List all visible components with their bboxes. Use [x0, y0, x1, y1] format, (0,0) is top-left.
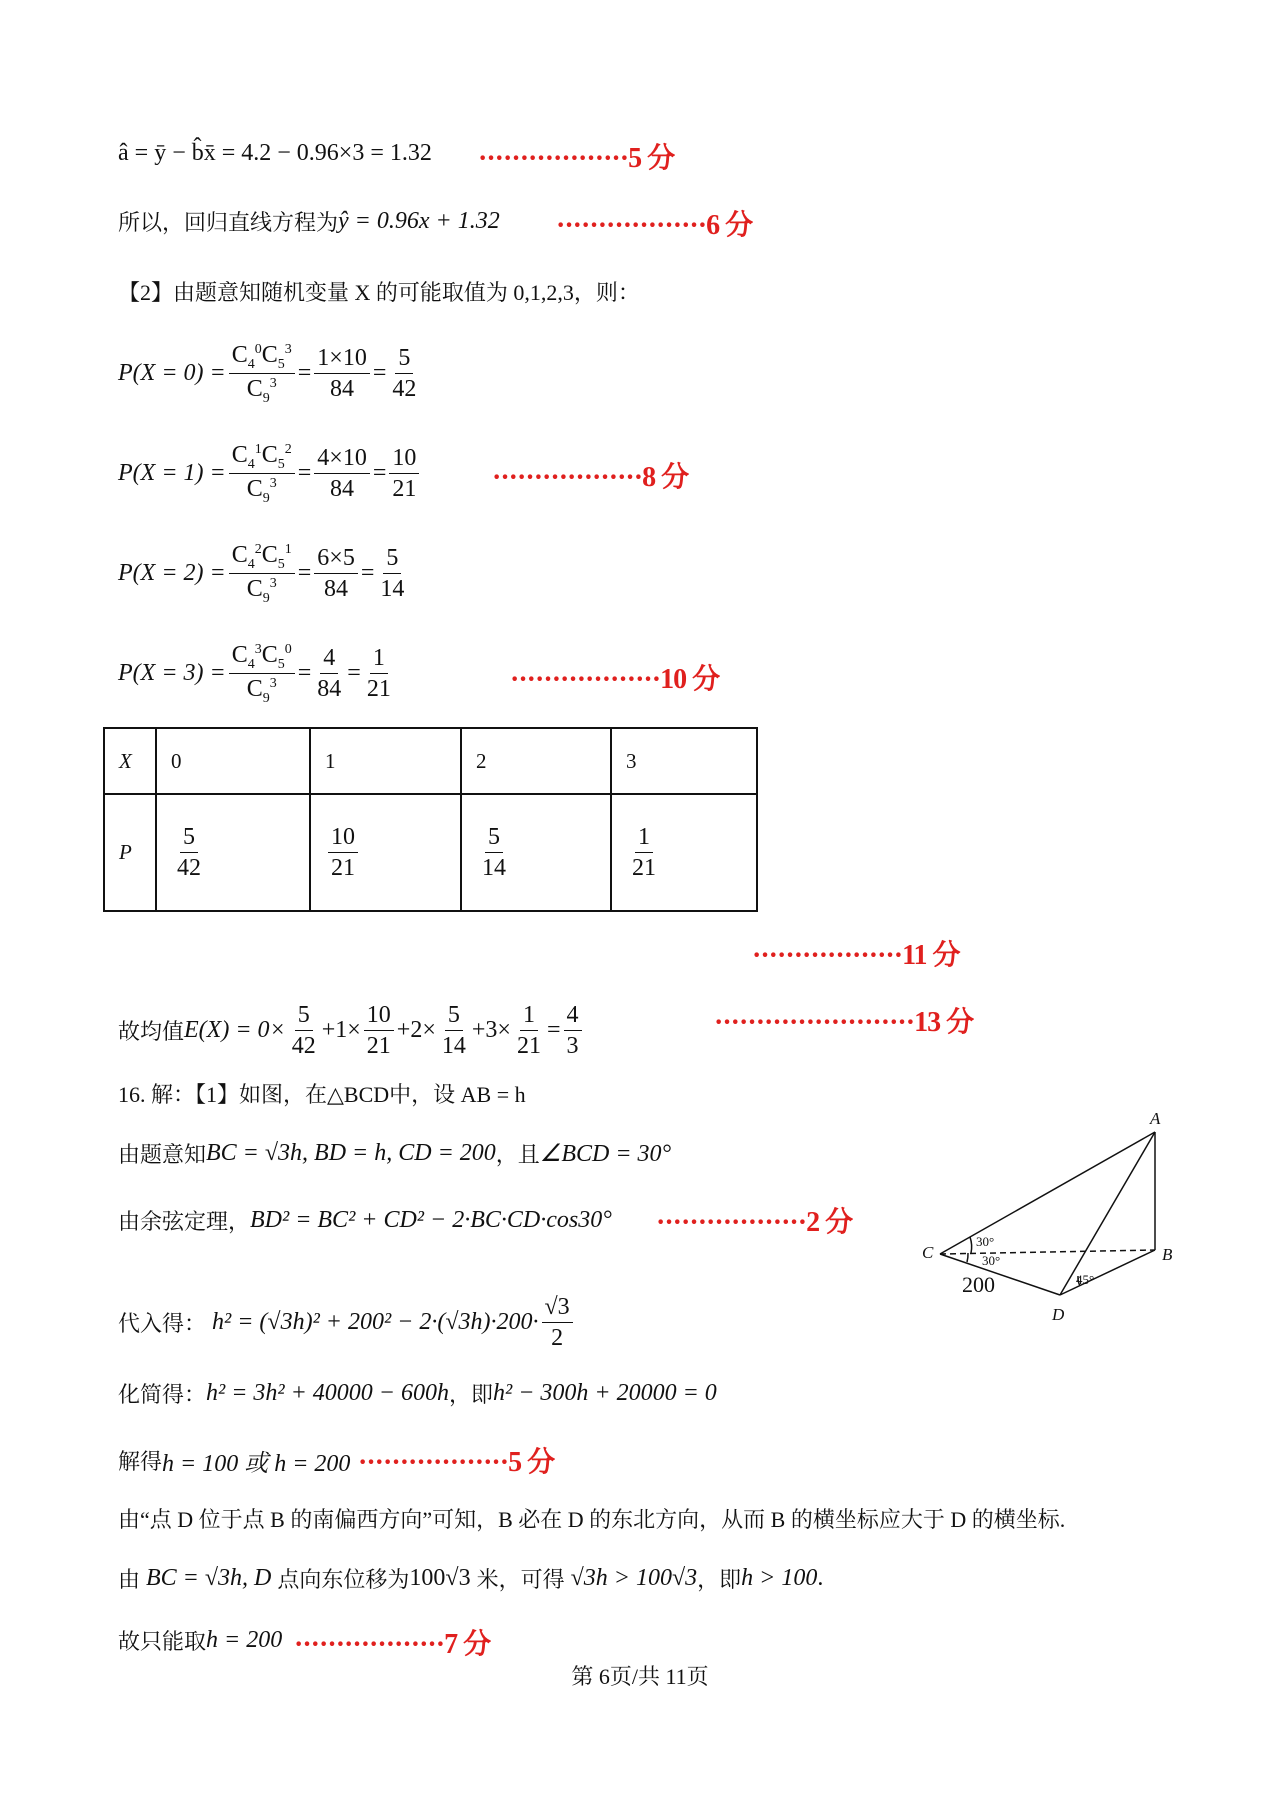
table-cell: P — [104, 794, 156, 911]
line-direction — [118, 1503, 1065, 1534]
p3-frac2: $\frac{1}{21}$ — [366, 645, 391, 703]
p0-lhs: P(X = 0) = — [118, 360, 226, 387]
line-substitute: 代入得： h² = (√3h)² + 200² − 2·(√3h)·200· $\frac{√3}{2}$ — [118, 1292, 576, 1353]
p1-frac1: $\frac{4\times 10}{84}$ — [314, 443, 370, 504]
line-db — [1060, 1250, 1155, 1295]
table-cell: 0 — [156, 728, 310, 794]
p1-comb-frac: $\frac{C_4^1C_5^2}{C_9^3}$ — [229, 440, 295, 508]
expectation-lhs: E(X) = 0× — [184, 1017, 286, 1043]
line-ca — [940, 1132, 1155, 1254]
p3-lhs: P(X = 3) = — [118, 660, 226, 687]
p3-comb-frac: $\frac{C_4^3C_5^0}{C_9^3}$ — [229, 640, 295, 708]
bc-text1: 由 — [118, 1567, 141, 1592]
score-8: ··················8 分 — [492, 462, 689, 493]
line-given — [118, 1138, 671, 1169]
line-p3: P(X = 3) = $\frac{C_4^3C_5^0}{C_9^3}$ = $\frac{4}{84}$ = $\frac{1}{21}$ — [118, 640, 397, 708]
line-final — [118, 1625, 282, 1656]
direction-text: 由“点 D 位于点 B 的南偏西方向”可知，B 必在 D 的东北方向，从而 B 的横坐标应大于 D 的横坐标. — [118, 1507, 1066, 1532]
regression-eq: ŷ = 0.96x + 1.32 — [338, 208, 500, 234]
score-2: ··················2 分 — [656, 1207, 853, 1238]
line-p1: P(X = 1) = $\frac{C_4^1C_5^2}{C_9^3}$ = $\frac{4\times 10}{84}$ = $\frac{10}{21}$ — [118, 440, 422, 508]
distribution-table — [103, 727, 758, 912]
label-c: C — [922, 1243, 934, 1262]
label-a: A — [1150, 1109, 1161, 1128]
geometry-figure — [910, 1109, 1173, 1330]
solve-text: 解得 — [118, 1449, 163, 1474]
expectation-text: 故均值 — [118, 1019, 185, 1044]
line-bc: 由 BC = √3h, D 点向东位移为 100√3 米，可得 √3h > 100√3 ，即 h > 100 . — [118, 1565, 824, 1592]
given-angle: ∠BCD = 30° — [539, 1141, 672, 1167]
line-simplify — [118, 1378, 717, 1409]
angle-arc-2 — [967, 1253, 968, 1262]
score-11: ··················11 分 — [752, 940, 960, 971]
simplify-text: 化简得： — [118, 1382, 207, 1407]
p2-comb-frac: $\frac{C_4^2C_5^1}{C_9^3}$ — [229, 540, 295, 608]
solve-eq: h = 100 或 h = 200 — [162, 1451, 351, 1477]
line-q16 — [118, 1078, 526, 1109]
p0-frac2: $\frac{5}{42}$ — [392, 345, 417, 403]
table-row — [104, 794, 757, 911]
p2-lhs: P(X = 2) = — [118, 560, 226, 587]
angle-arc-1 — [970, 1237, 972, 1253]
score-5b: ··················5 分 — [358, 1447, 555, 1478]
label-d: D — [1052, 1305, 1065, 1324]
bc-text3: 米，可得 — [476, 1567, 565, 1592]
label-angle-1: 30° — [976, 1234, 995, 1249]
line-p2: P(X = 2) = $\frac{C_4^2C_5^1}{C_9^3}$ = $\frac{6\times 5}{84}$ = $\frac{5}{14}$ — [118, 540, 410, 608]
p0-frac1: $\frac{1\times 10}{84}$ — [314, 343, 370, 404]
p1-frac2: $\frac{10}{21}$ — [389, 443, 419, 504]
cosine-text: 由余弦定理， — [118, 1209, 251, 1234]
p1-lhs: P(X = 1) = — [118, 460, 226, 487]
regression-text: 所以，回归直线方程为 — [118, 210, 339, 235]
line-values — [118, 276, 640, 307]
score-5: ··················5 分 — [478, 143, 675, 174]
substitute-text: 代入得： — [118, 1311, 207, 1336]
bc-text4: ，即 — [697, 1567, 742, 1592]
table-cell: $\frac{1}{21}$ — [611, 794, 757, 911]
simplify-mid: ，即 — [449, 1382, 494, 1407]
page-footer: 第 6页/共 11页 — [571, 1664, 709, 1689]
simplify-eq: h² = 3h² + 40000 − 600h — [206, 1380, 449, 1406]
p3-frac1: $\frac{4}{84}$ — [317, 645, 342, 703]
table-cell: 3 — [611, 728, 757, 794]
cosine-eq: BD² = BC² + CD² − 2·BC·CD·cos30° — [250, 1207, 612, 1233]
line-cb — [940, 1250, 1155, 1254]
table-cell: $\frac{5}{42}$ — [156, 794, 310, 911]
table-cell: X — [104, 728, 156, 794]
p2-frac1: $\frac{6\times 5}{84}$ — [314, 543, 358, 604]
table-row — [104, 728, 757, 794]
line-solve — [118, 1443, 350, 1478]
p2-frac2: $\frac{5}{14}$ — [380, 545, 405, 603]
line-ad — [1060, 1132, 1155, 1295]
line-p0: P(X = 0) = $\frac{C_4^0C_5^3}{C_9^3}$ = $\frac{1\times 10}{84}$ = $\frac{5}{42}$ — [118, 340, 422, 408]
given-and: ，且 — [495, 1142, 540, 1167]
final-text: 故只能取 — [118, 1629, 207, 1654]
score-10: ··················10 分 — [510, 664, 720, 695]
line-expectation: 故均值 E(X) = 0× $\frac{5}{42}$ +1× $\frac{10}{21}$ +2× $\frac{5}{14}$ +3× $\frac{1}{21}$ = $\frac{4}{3}$ — [118, 1000, 585, 1061]
label-angle-2: 30° — [982, 1253, 1001, 1268]
q16-text: 16. 解：【1】如图，在△BCD中，设 AB = h — [118, 1082, 526, 1107]
given-eq: BC = √3h, BD = h, CD = 200 — [206, 1140, 496, 1166]
eq-a-hat: â = ȳ − b̂x̄ = 4.2 − 0.96×3 = 1.32 — [118, 140, 432, 166]
line-a-hat — [118, 140, 432, 167]
simplify-eq2: h² − 300h + 20000 = 0 — [493, 1380, 717, 1406]
p0-comb-frac: $\frac{C_4^0C_5^3}{C_9^3}$ — [229, 340, 295, 408]
label-angle-3: 45° — [1076, 1272, 1095, 1287]
score-13: ························13 分 — [714, 1007, 974, 1038]
bc-text5: h > 100 — [741, 1565, 818, 1591]
table-cell: 2 — [461, 728, 611, 794]
bc-text2: 点向东位移为 — [277, 1567, 410, 1592]
given-text: 由题意知 — [118, 1142, 207, 1167]
score-6: ··················6 分 — [556, 210, 753, 241]
label-cd-length: 200 — [962, 1272, 995, 1297]
table-cell: $\frac{5}{14}$ — [461, 794, 611, 911]
line-cosine — [118, 1205, 612, 1236]
table-cell: 1 — [310, 728, 461, 794]
line-regression — [118, 206, 500, 237]
label-b: B — [1162, 1245, 1173, 1264]
table-cell: $\frac{10}{21}$ — [310, 794, 461, 911]
final-eq: h = 200 — [206, 1627, 283, 1653]
values-text: 【2】由题意知随机变量 X 的可能取值为 0,1,2,3，则： — [118, 280, 640, 305]
score-7: ··················7 分 — [294, 1629, 491, 1660]
